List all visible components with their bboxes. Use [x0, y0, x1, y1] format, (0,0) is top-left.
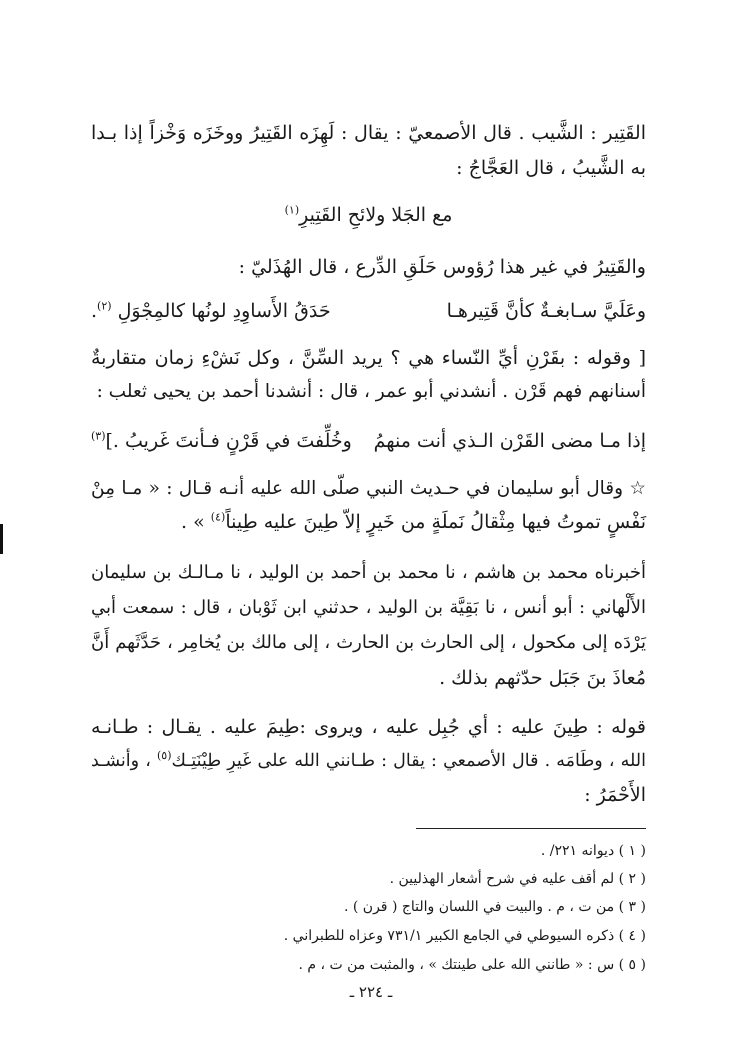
body-line-4: [ وقوله : بقَرْنِ أيِّ النّساء هي ؟ يريد السِّنَّ ، وكل نَشْءِ زمان متقاربةٌ [91, 347, 646, 369]
footnote-2: ( ٢ ) لم أقف عليه في شرح أشعار الهذليين . [389, 871, 646, 887]
footnote-ref-3: (٣) [91, 429, 106, 443]
page-number: ـ ٢٢٤ ـ [349, 983, 393, 1001]
footnote-1: ( ١ ) ديوانه ٢٢١/ . [540, 843, 646, 859]
footnote-separator [416, 828, 646, 829]
body-line-1: القَتِير : الشَّيب . قال الأصمعيّ : يقال : لَهِزَه القَتِيرُ ووخَزَه وَخْزاً إذا بـدا [91, 122, 646, 144]
verse-1-first-hemistich: وعَلَيَّ سـابغـةٌ كأنَّ قَتِيرهـا [446, 300, 646, 322]
body-line-14: الأَحْمَرُ : [584, 784, 646, 806]
poetry-verse-1 [91, 296, 646, 326]
verse-2-first-hemistich: إذا مـا مضى القَرْن الـذي أنت منهمُ [373, 430, 646, 452]
poetry-verse-2 [91, 426, 646, 456]
body-line-12: قوله : طِينَ عليه : أي جُبِل عليه ، ويروى :طِيمَ عليه . يقـال : طـانـه [91, 716, 646, 738]
body-line-13: الله ، وطَامَه . قال الأصمعي : يقال : طـانني الله على غَيرِ طِيْنَتِـك$^{(٥)}$ ، وأنشـد [91, 749, 646, 771]
body-line-9: الأَلْهاني : أبو أنس ، نا بَقِيَّة بن الوليد ، حدثني ابن ثَوْبان ، قال : سمعت أبي [91, 597, 646, 618]
footnote-5: ( ٥ ) س : « طانني الله على طينتك » ، والمثبت من ت ، م . [298, 957, 646, 973]
footnote-ref-1: (١) [284, 203, 300, 217]
verse-2-second-hemistich: وخُلِّفتَ في قَرْنٍ فـأنتَ غَريبُ .]$^{(٣)}$ [91, 429, 352, 452]
quoted-verse: مع الجَلا ولائحِ القَتِيرِ$^{(١)}$ [284, 203, 453, 226]
footnote-4: ( ٤ ) ذكره السيوطي في الجامع الكبير ٧٣١/١ وعزاه للطبراني . [283, 928, 646, 944]
footnote-ref-5: (٥) [157, 749, 172, 763]
body-line-2: به الشَّيبُ ، قال العَجَّاجُ : [456, 157, 646, 179]
body-line-6: ☆ وقال أبو سليمان في حـديث النبي صلّى الله عليه أنـه قـال : « مـا مِنْ [91, 478, 646, 499]
footnote-ref-4: (٤) [210, 510, 226, 524]
verse-1-second-hemistich: حَدَقُ الأَساوِدِ لونُها كالمِجْوَلِ $^{(٢)}$. [91, 299, 331, 322]
body-line-7: نَفْسٍ تموتُ فيها مِثْقالُ نَملَةٍ من خَيرٍ إلاّ طِينَ عليه طِيناً$^{(٤)}$ » . [181, 510, 646, 533]
body-line-3: والقَتِيرُ في غير هذا رُؤوس حَلَقِ الدِّرع ، قال الهُذَليّ : [238, 256, 646, 278]
body-line-10: يَرْدَه إلى مكحول ، إلى الحارث بن الحارث ، إلى مالك بن يُخامِر ، حَدَّثَهم أَنَّ [91, 632, 646, 653]
body-line-8: أخبرناه محمد بن هاشم ، نا محمد بن أحمد بن الوليد ، نا مـالـك بن سليمان [91, 562, 646, 583]
body-line-5: أسنانهم فهم قَرْن . أنشدني أبو عمر ، قال : أنشدنا أحمد بن يحيى ثعلب : [96, 381, 646, 402]
footnote-ref-2: (٢) [97, 299, 112, 313]
scan-edge-mark [0, 524, 3, 554]
footnote-3: ( ٣ ) من ت ، م . والبيت في اللسان والتاج ( قرن ) . [343, 899, 646, 915]
body-line-11: مُعاذَ بنَ جَبَل حدّثهم بذلك . [439, 667, 646, 689]
